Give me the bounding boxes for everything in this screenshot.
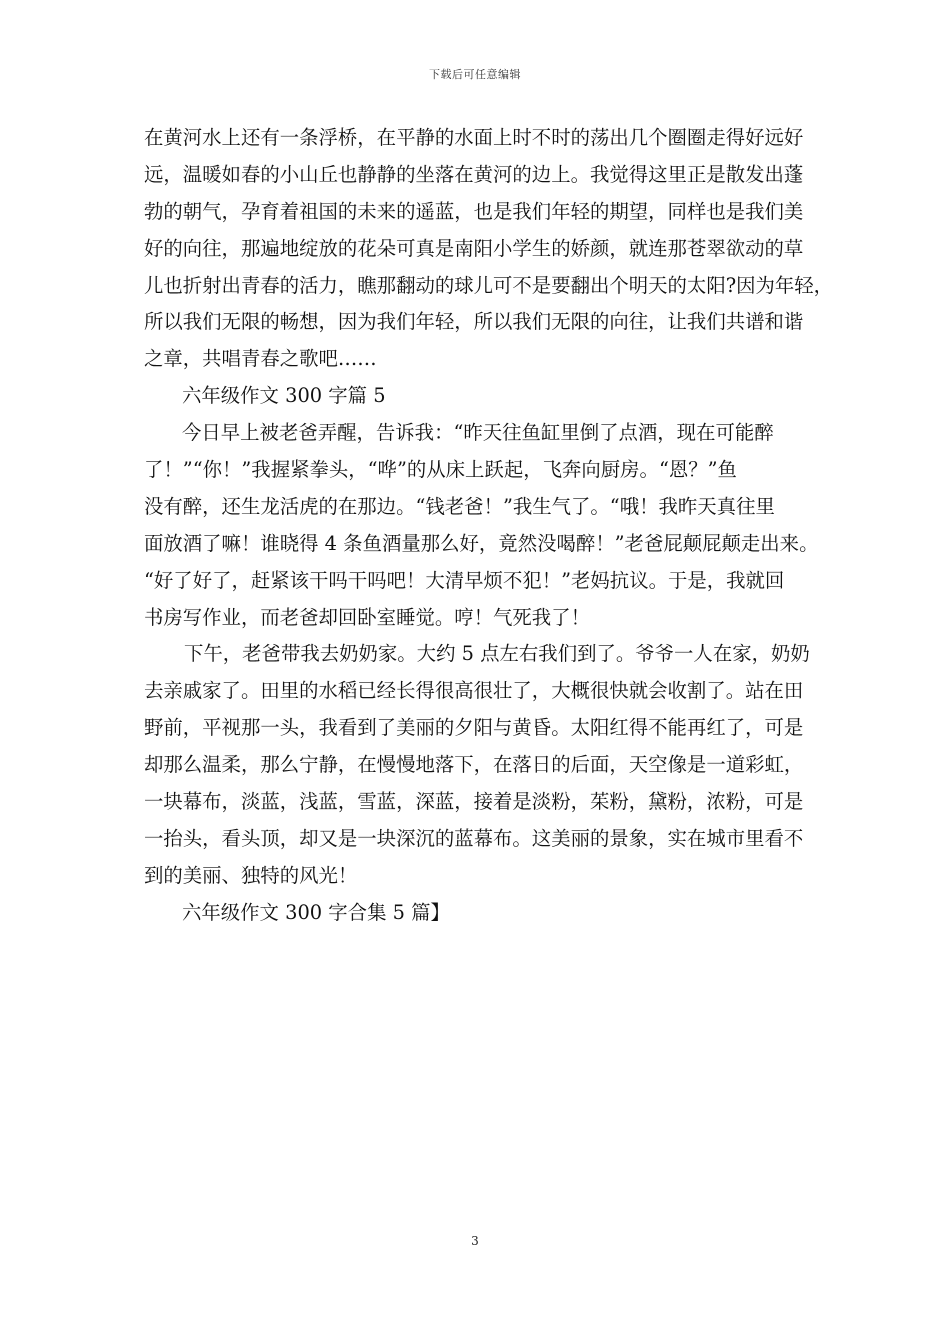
body-line: 到的美丽、独特的风光！ [144, 863, 358, 887]
page-header: 下载后可任意编辑 [429, 68, 521, 81]
body-line: 没有醉，还生龙活虎的在那边。“钱老爸！”我生气了。“哦！我昨天真往里 [144, 494, 775, 518]
body-line: 儿也折射出青春的活力，瞧那翻动的球儿可不是要翻出个明天的太阳?因为年轻， [144, 273, 834, 297]
body-line: 今日早上被老爸弄醒，告诉我：“昨天往鱼缸里倒了点酒，现在可能醉 [182, 421, 774, 445]
body-line: 远，温暖如春的小山丘也静静的坐落在黄河的边上。我觉得这里正是散发出蓬 [144, 162, 804, 186]
body-line: 面放酒了嘛！谁晓得 4 条鱼酒量那么好，竟然没喝醉！”老爸屁颠屁颠走出来。 [144, 531, 819, 555]
body-line: 之章，共唱青春之歌吧…… [144, 347, 377, 371]
body-line: 勃的朝气，孕育着祖国的未来的遥蓝，也是我们年轻的期望，同样也是我们美 [144, 199, 804, 223]
body-line: 却那么温柔，那么宁静，在慢慢地落下，在落日的后面，天空像是一道彩虹， [144, 753, 804, 777]
section-heading: 六年级作文 300 字合集 5 篇】 [182, 900, 450, 924]
body-line: “好了好了，赶紧该干吗干吗吧！大清早烦不犯！”老妈抗议。于是，我就回 [144, 568, 785, 592]
body-line: 好的向往，那遍地绽放的花朵可真是南阳小学生的娇颜，就连那苍翠欲动的草 [144, 236, 804, 260]
body-line: 去亲戚家了。田里的水稻已经长得很高很壮了，大概很快就会收割了。站在田 [144, 679, 804, 703]
body-line: 所以我们无限的畅想，因为我们年轻，所以我们无限的向往，让我们共谱和谐 [144, 310, 804, 334]
body-line: 书房写作业，而老爸却回卧室睡觉。哼！气死我了！ [144, 605, 590, 629]
body-line: 下午，老爸带我去奶奶家。大约 5 点左右我们到了。爷爷一人在家，奶奶 [184, 642, 810, 666]
body-line: 野前，平视那一头，我看到了美丽的夕阳与黄昏。太阳红得不能再红了，可是 [144, 716, 804, 740]
body-line: 一抬头，看头顶，却又是一块深沉的蓝幕布。这美丽的景象，实在城市里看不 [144, 826, 804, 850]
document-body [144, 120, 834, 932]
body-line: 一块幕布，淡蓝，浅蓝，雪蓝，深蓝，接着是淡粉，茱粉，黛粉，浓粉，可是 [144, 790, 804, 814]
body-line: 在黄河水上还有一条浮桥，在平静的水面上时不时的荡出几个圈圈走得好远好 [144, 126, 804, 149]
body-line: 了！”“你！”我握紧拳头，“哗”的从床上跃起，飞奔向厨房。“恩？”鱼 [144, 458, 737, 482]
section-heading: 六年级作文 300 字篇 5 [182, 384, 386, 408]
page-number: 3 [471, 1234, 479, 1248]
